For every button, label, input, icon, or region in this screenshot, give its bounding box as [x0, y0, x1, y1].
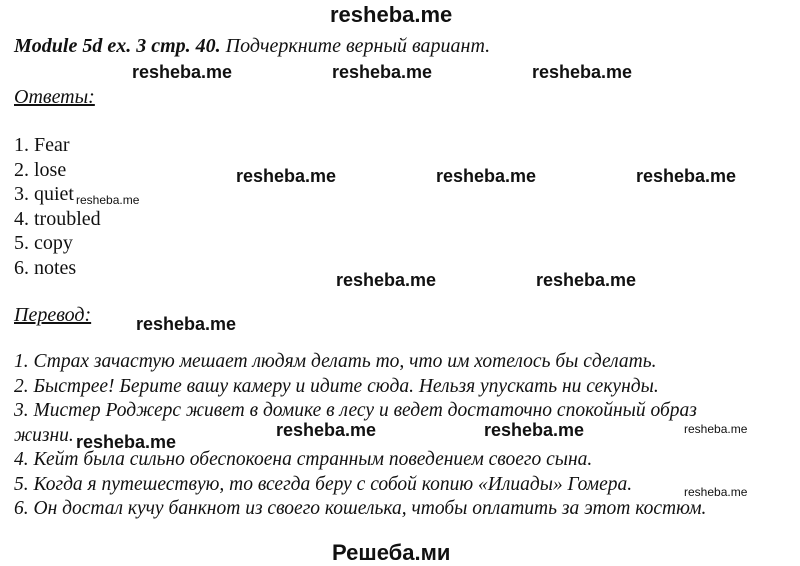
- watermark: resheba.me: [76, 432, 177, 452]
- watermark: resheba.me: [536, 270, 637, 290]
- translation-line: 6. Он достал кучу банкнот из своего кошелька, чтобы оплатить за этот костюм.: [14, 498, 707, 519]
- answer-item: 1. Fear: [14, 134, 70, 156]
- translation-line: 5. Когда я путешествую, то всегда беру с собой копию «Илиады» Гомера.: [14, 473, 633, 495]
- watermark: resheba.me: [136, 314, 237, 334]
- answer-item: 4. troubled: [14, 207, 101, 230]
- translation-line: 2. Быстрее! Берите вашу камеру и идите сюда. Нельзя упускать ни секунды.: [14, 375, 659, 397]
- translation-line: 3. Мистер Роджерс живет в домике в лесу и ведет достаточно спокойный образ: [14, 400, 697, 421]
- exercise-reference: Module 5d ex. 3 стр. 40.: [14, 35, 221, 57]
- exercise-header: [14, 35, 490, 58]
- watermark: resheba.me: [236, 166, 337, 186]
- watermark: resheba.me: [336, 270, 437, 290]
- translation-line: жизни.: [14, 424, 74, 446]
- answer-item: 3. quiet: [14, 183, 74, 205]
- watermark: resheba.me: [532, 62, 633, 82]
- site-watermark-top: resheba.me: [330, 2, 453, 27]
- answer-item: 2. lose: [14, 158, 67, 181]
- watermark-small: resheba.me: [684, 422, 748, 436]
- translation-line: 4. Кейт была сильно обеспокоена странным поведением своего сына.: [14, 449, 593, 470]
- answer-item: 6. notes: [14, 256, 77, 279]
- exercise-instruction: Подчеркните верный вариант.: [225, 35, 491, 57]
- translation-line: 1. Страх зачастую мешает людям делать то, что им хотелось бы сделать.: [14, 351, 657, 372]
- answers-heading: Ответы:: [14, 86, 95, 108]
- watermark: resheba.me: [484, 420, 585, 440]
- watermark-small: resheba.me: [684, 485, 748, 499]
- watermark: resheba.me: [636, 166, 737, 186]
- watermark: resheba.me: [332, 62, 433, 82]
- watermark: resheba.me: [276, 420, 377, 440]
- answer-item: 5. copy: [14, 232, 73, 254]
- watermark: resheba.me: [132, 62, 233, 82]
- watermark-small: resheba.me: [76, 193, 140, 207]
- site-footer: Решеба.ми: [332, 540, 451, 565]
- translation-heading: Перевод:: [14, 304, 92, 326]
- watermark: resheba.me: [436, 166, 537, 186]
